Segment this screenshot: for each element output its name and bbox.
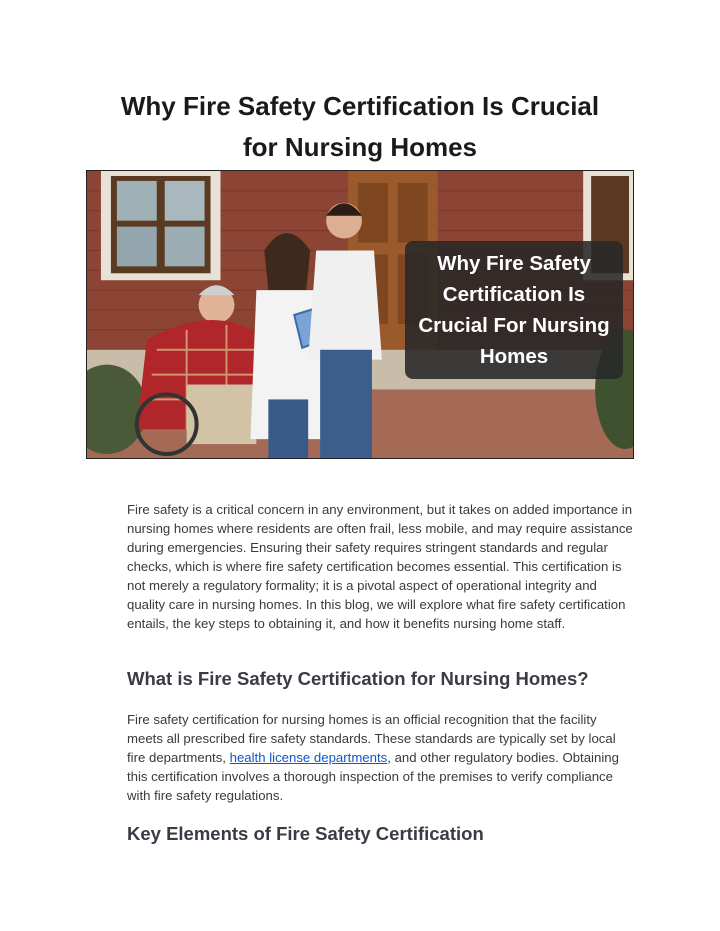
section-text-before-link: Fire safety certification for nursing homes is an official recognition that the facility meets all prescribed fire safety standards. These standards are typically set by local fire departments, [127,712,616,765]
hero-badge [405,241,623,379]
hero-badge-text: Why Fire Safety Certification Is Crucial For Nursing Homes [418,252,610,368]
section-paragraph-what-is [127,710,635,805]
section-heading-key-elements: Key Elements of Fire Safety Certification [127,823,484,844]
hero-image [86,170,634,459]
intro-paragraph: Fire safety is a critical concern in any environment, but it takes on added importance in nursing homes where residents are often frail, less mobile, and may require assistance during emergencies. Ensuring their safety requires stringent standards and regular checks, which is where fire safety certification becomes essential. This certification is not merely a regulatory formality; it is a pivotal aspect of operational integrity and quality care in nursing homes. In this blog, we will explore what fire safety certification entails, the key steps to obtaining it, and how it benefits nursing home staff. [127,502,633,631]
section-heading-what-is: What is Fire Safety Certification for Nursing Homes? [127,668,589,689]
page-title: Why Fire Safety Certification Is Crucial for Nursing Homes [120,91,600,162]
section-text-after-link: , and other regulatory bodies. Obtaining this certification involves a thorough inspection of the premises to verify compliance with fire safety regulations. [127,750,619,803]
health-license-departments-link[interactable]: health license departments [229,750,388,765]
